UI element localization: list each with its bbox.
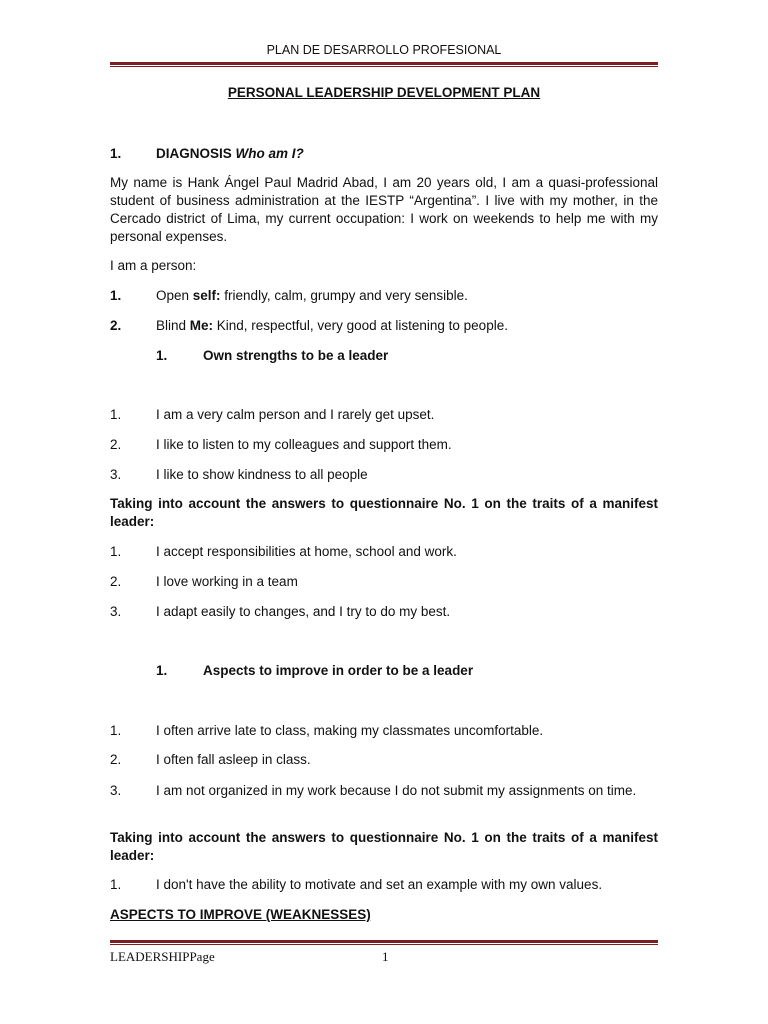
footer-label: LEADERSHIPPage [110, 949, 215, 964]
questionnaire-note: Taking into account the answers to questionnaire No. 1 on the traits of a manifest leader: [110, 496, 658, 529]
weaknesses-heading: ASPECTS TO IMPROVE (WEAKNESSES) [110, 907, 371, 922]
running-header: PLAN DE DESARROLLO PROFESIONAL [266, 43, 502, 57]
header-rule [110, 62, 658, 67]
diagnosis-question: Who am I? [235, 146, 304, 161]
diagnosis-label: DIAGNOSIS [156, 146, 236, 161]
questionnaire-note: Taking into account the answers to questionnaire No. 1 on the traits of a manifest leader: [110, 830, 658, 863]
footer-rule [110, 940, 658, 945]
person-intro: I am a person: [110, 258, 197, 273]
section-number: 1. [110, 146, 122, 161]
list-number: 2. [110, 318, 122, 333]
document-page: PLAN DE DESARROLLO PROFESIONAL PERSONAL LEADERSHIP DEVELOPMENT PLAN 1. DIAGNOSIS Who am I? My name is Hank Ángel Paul Madrid Abad, I am 20 years old, I am a quasi-professional student of business administration at the IESTP “Argentina”. I live with my mother, in the Cercado district of Lima, my current occupation: I work on weekends to help me with my personal expenses. I am a person: 1. Open self: friendly, calm, grumpy and very sensible. 2. Blind Me: Kind, respectful, very good at listening to people. 1. Own strengths to be a leader 1. I am a very calm person and I rarely get upset. 2. I like to listen to my colleagues and support them. 3. I like to show kindness to all people Taking into account the answers to questionnaire No. 1 on the traits of a manifest leader: 1. I accept responsibilities at home, school and work. 2. I love working in a team 3. I adapt easily to changes, and I try to do my best. 1. Aspects to improve in order to be a leader 1. I often arrive late to class, making my classmates uncomfortable. 2. I often fall asleep in class. 3. I am not organized in my work because I do not submit my assignments on time. Taking into account the answers to questionnaire No. 1 on the traits of a manifest leader: 1. I don't have the ability to motivate and set an example with my own values. ASPECTS TO IMPROVE (WEAKNESSES) LEADERSHIPPage 1 [0, 0, 768, 1024]
diagnosis-paragraph: My name is Hank Ángel Paul Madrid Abad, I am 20 years old, I am a quasi-professional student of business administration at the IESTP “Argentina”. I live with my mother, in the Cercado district of Lima, my current occupation: I work on weekends to help me with my personal expenses. [110, 175, 658, 244]
list-number: 1. [110, 288, 122, 303]
page-number: 1 [382, 949, 389, 964]
document-title: PERSONAL LEADERSHIP DEVELOPMENT PLAN [227, 85, 541, 100]
